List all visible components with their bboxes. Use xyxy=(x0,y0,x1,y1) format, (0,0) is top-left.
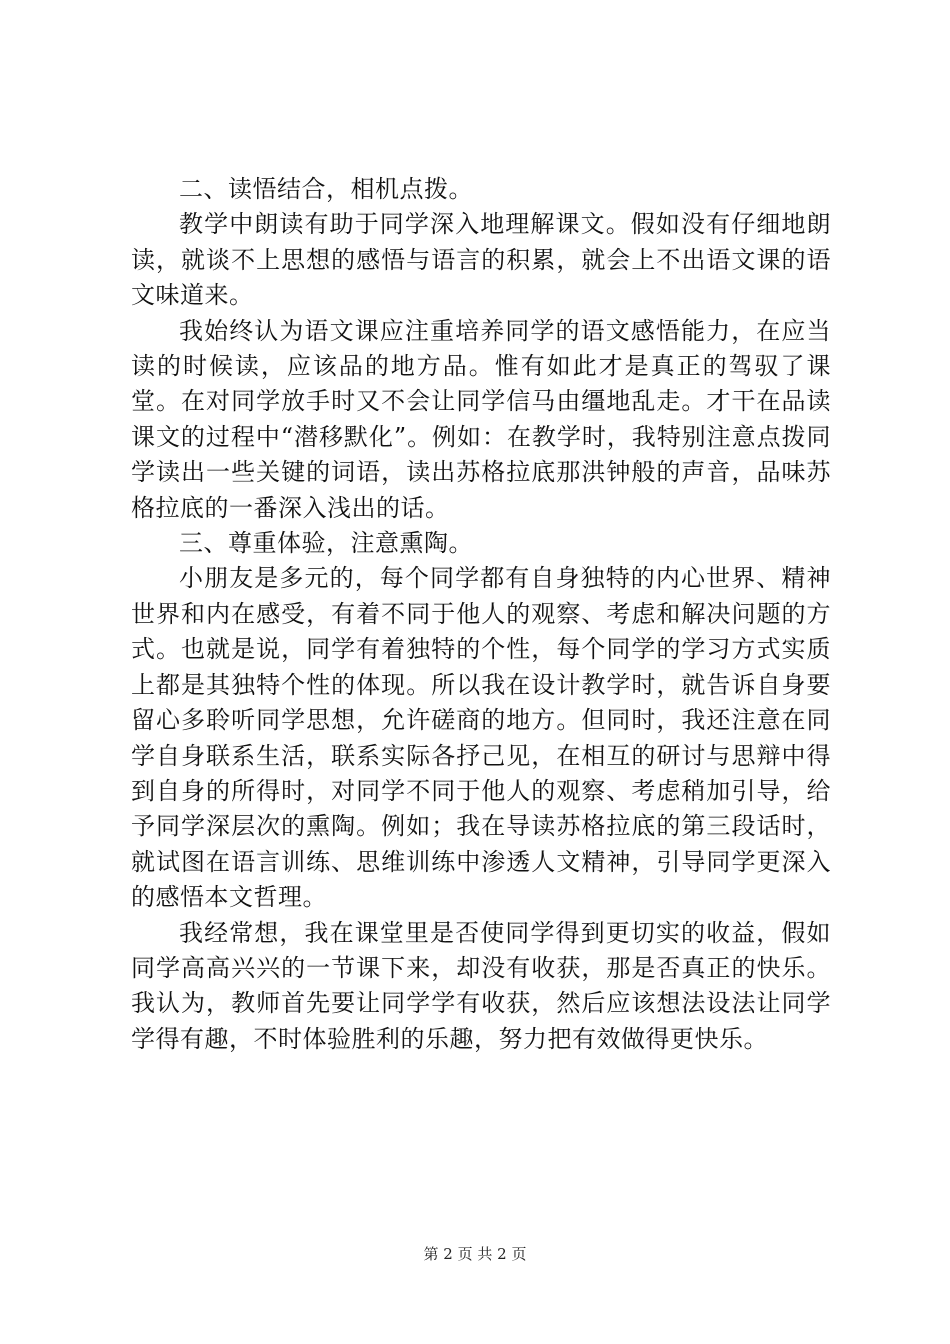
document-body xyxy=(131,172,831,1057)
paragraph: 教学中朗读有助于同学深入地理解课文。假如没有仔细地朗读，就谈不上思想的感悟与语言的积累，就会上不出语文课的语文味道来。 xyxy=(131,210,831,310)
paragraph: 我经常想，我在课堂里是否使同学得到更切实的收益，假如同学高高兴兴的一节课下来，却没有收获，那是否真正的快乐。我认为，教师首先要让同学学有收获，然后应该想法设法让同学学得有趣，不时体验胜利的乐趣，努力把有效做得更快乐。 xyxy=(131,918,831,1053)
paragraph: 小朋友是多元的，每个同学都有自身独特的内心世界、精神世界和内在感受，有着不同于他人的观察、考虑和解决问题的方式。也就是说，同学有着独特的个性，每个同学的学习方式实质上都是其独特个性的体现。所以我在设计教学时，就告诉自身要留心多聆听同学思想，允许磋商的地方。但同时，我还注意在同学自身联系生活，联系实际各抒己见，在相互的研讨与思辩中得到自身的所得时，对同学不同于他人的观察、考虑稍加引导，给予同学深层次的熏陶。例如；我在导读苏格拉底的第三段话时，就试图在语言训练、思维训练中渗透人文精神，引导同学更深入的感悟本文哲理。 xyxy=(131,564,831,912)
page-footer: 第 2 页 共 2 页 xyxy=(423,1245,527,1263)
paragraph: 我始终认为语文课应注重培养同学的语文感悟能力，在应当读的时候读，应该品的地方品。惟有如此才是真正的驾驭了课堂。在对同学放手时又不会让同学信马由缰地乱走。才干在品读课文的过程中“潜移默化”。例如：在教学时，我特别注意点拨同学读出一些关键的词语，读出苏格拉底那洪钟般的声音，品味苏格拉底的一番深入浅出的话。 xyxy=(131,316,831,522)
section-heading-2: 二、读悟结合，相机点拨。 xyxy=(179,175,473,203)
section-heading-3: 三、尊重体验，注意熏陶。 xyxy=(179,529,473,558)
